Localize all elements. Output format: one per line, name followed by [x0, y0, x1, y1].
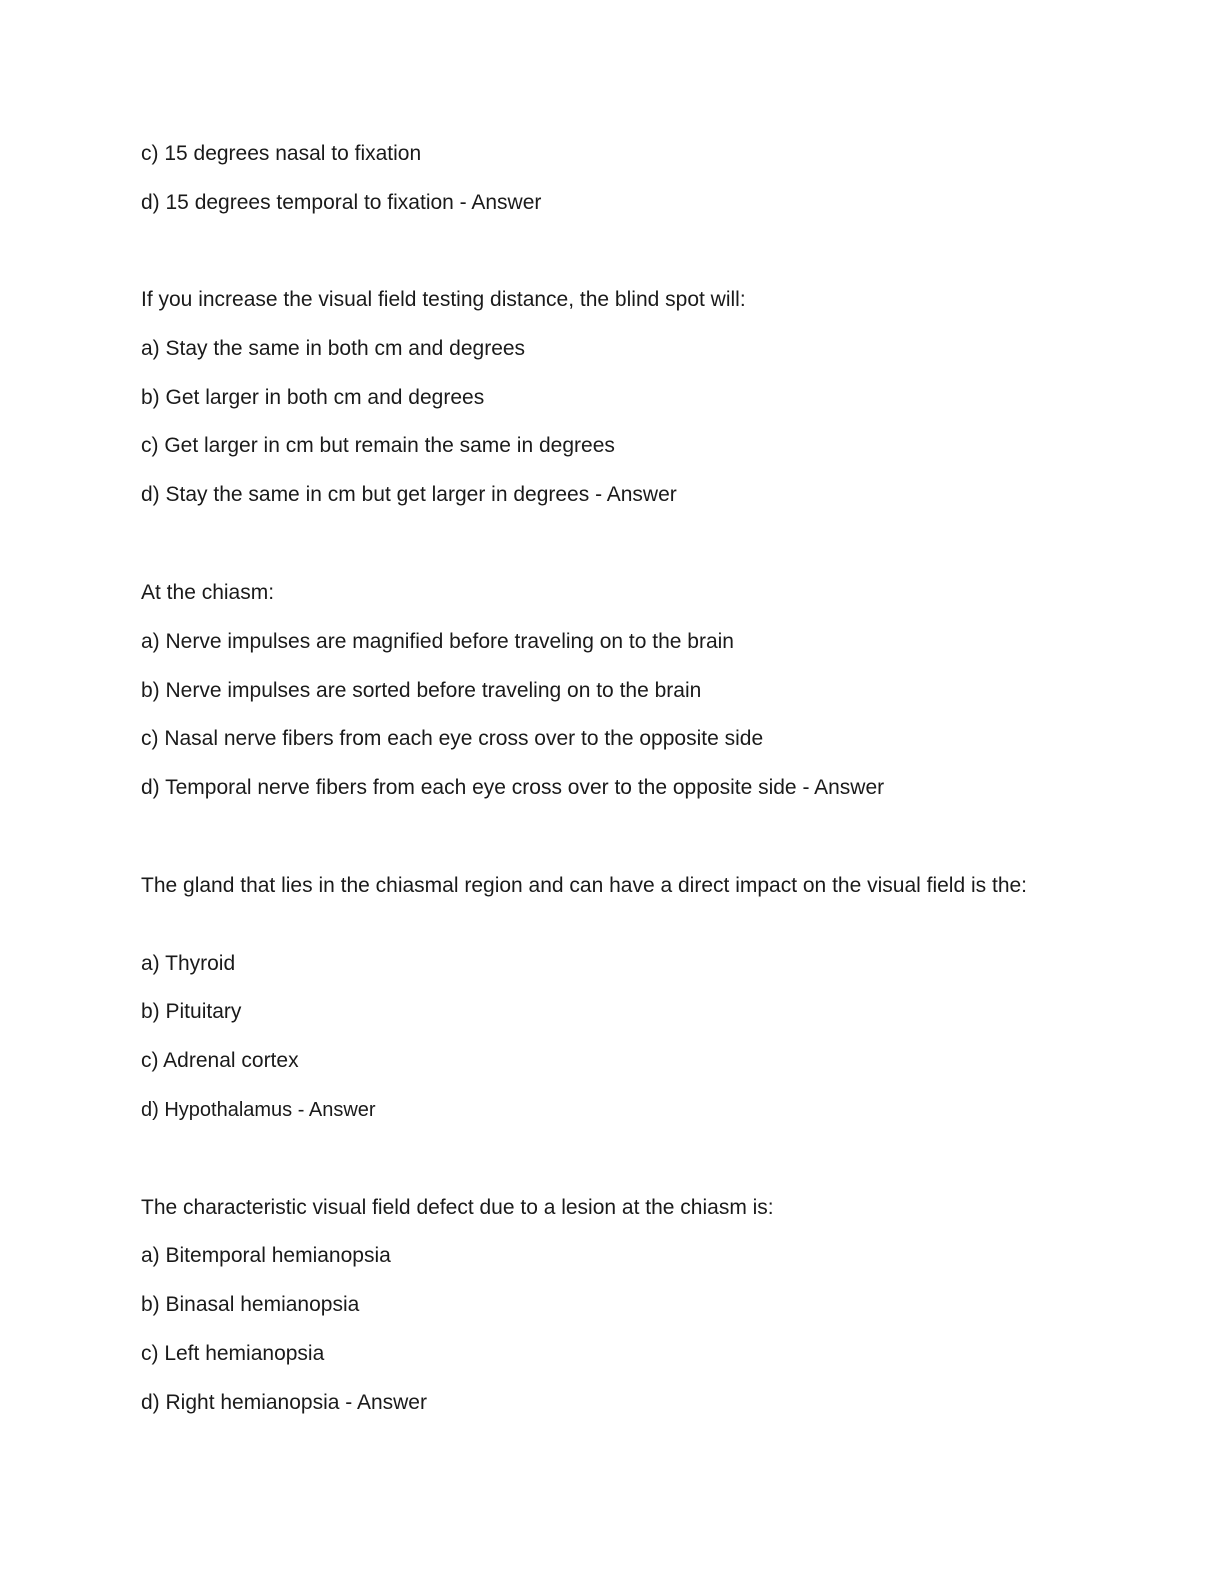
question-gland: The gland that lies in the chiasmal region and can have a direct impact on the visual field is the:	[141, 874, 1028, 897]
option-b-text: b) Pituitary	[141, 1000, 242, 1023]
question-chiasm: At the chiasm:	[141, 581, 275, 604]
option-a-text: a) Stay the same in both cm and degrees	[141, 337, 526, 360]
question-visual-field-defect: The characteristic visual field defect due to a lesion at the chiasm is:	[141, 1196, 774, 1219]
option-b-text: b) Nerve impulses are sorted before traveling on to the brain	[141, 679, 702, 702]
option-c-text: c) Adrenal cortex	[141, 1049, 299, 1072]
option-d-answer-text: d) Right hemianopsia - Answer	[141, 1391, 427, 1414]
option-b-text: b) Binasal hemianopsia	[141, 1293, 360, 1316]
option-c-text: c) Nasal nerve fibers from each eye cross over to the opposite side	[141, 727, 764, 750]
option-c-text: c) Get larger in cm but remain the same in degrees	[141, 434, 615, 457]
option-d-answer-text: d) 15 degrees temporal to fixation - Answer	[141, 191, 542, 214]
option-d-answer-text: d) Hypothalamus - Answer	[141, 1099, 376, 1121]
option-a-text: a) Thyroid	[141, 952, 236, 975]
option-c-text: c) Left hemianopsia	[141, 1342, 325, 1365]
option-d-answer-text: d) Stay the same in cm but get larger in degrees - Answer	[141, 483, 677, 506]
option-a-text: a) Nerve impulses are magnified before traveling on to the brain	[141, 630, 734, 653]
option-c-text: c) 15 degrees nasal to fixation	[141, 142, 422, 165]
question-blind-spot: If you increase the visual field testing distance, the blind spot will:	[141, 288, 746, 311]
option-a-text: a) Bitemporal hemianopsia	[141, 1244, 391, 1267]
option-b-text: b) Get larger in both cm and degrees	[141, 386, 485, 409]
option-d-answer-text: d) Temporal nerve fibers from each eye cross over to the opposite side - Answer	[141, 776, 885, 799]
